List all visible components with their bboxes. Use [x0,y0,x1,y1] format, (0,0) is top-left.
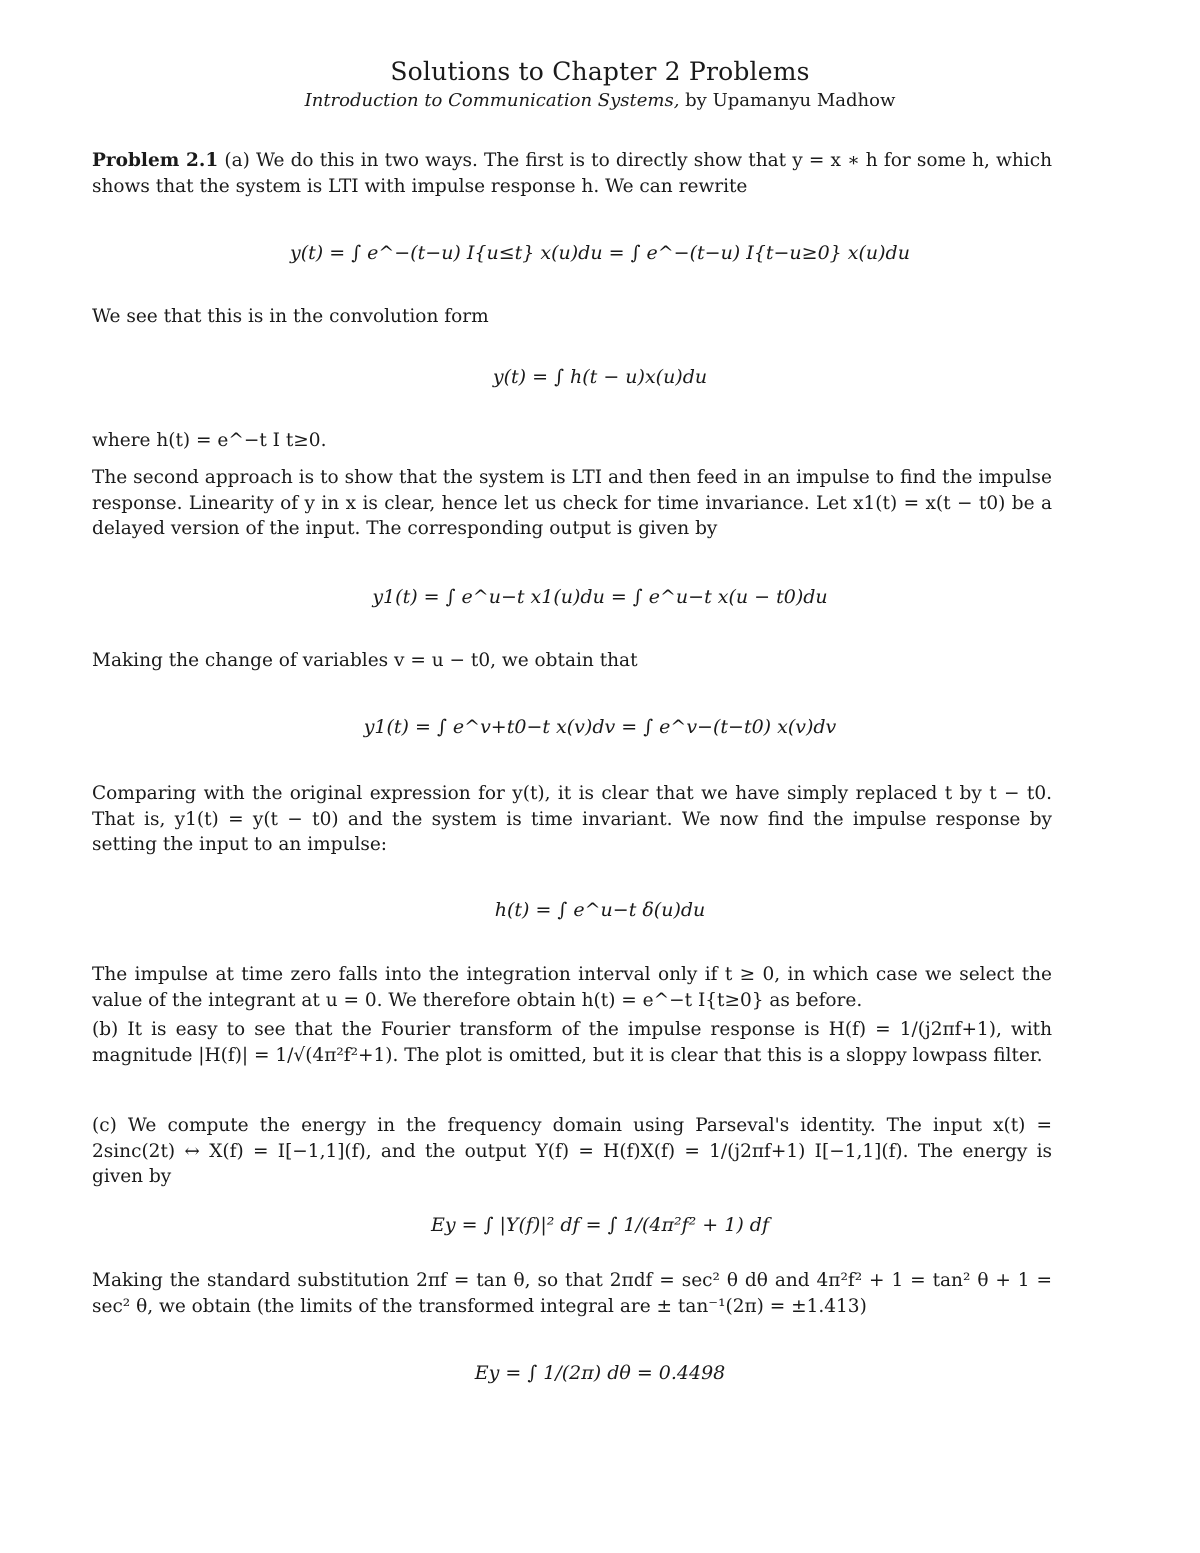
equation-4: y1(t) = ∫ e^v+t0−t x(v)dv = ∫ e^v−(t−t0) x(v)dv [363,716,837,738]
paragraph-4: The second approach is to show that the system is LTI and then feed in an impulse to find the impulse response. Linearity of y in x is clear, hence let us check for time invariance. Let x1(t) = x(t − t0) be a delayed version of the input. The corresponding output is given by [92,467,1052,539]
equation-7: Ey = ∫ 1/(2π) dθ = 0.4498 [474,1362,726,1384]
equation-5: h(t) = ∫ e^u−t δ(u)du [494,899,706,921]
problem-heading: Problem 2.1 [92,150,219,171]
equation-3: y1(t) = ∫ e^u−t x1(u)du = ∫ e^u−t x(u − t0)du [372,586,828,608]
paragraph-6: Comparing with the original expression for y(t), it is clear that we have simply replaced t by t − t0. That is, y1(t) = y(t − t0) and the system is time invariant. We now find the impulse response by setting the input to an impulse: [92,783,1052,855]
equation-1: y(t) = ∫ e^−(t−u) I{u≤t} x(u)du = ∫ e^−(t−u) I{t−u≥0} x(u)du [290,242,910,264]
equation-2: y(t) = ∫ h(t − u)x(u)du [492,366,708,388]
paragraph-intro [92,148,1052,199]
paragraph-5: Making the change of variables v = u − t0, we obtain that [92,650,638,671]
paragraph-2: We see that this is in the convolution form [92,306,489,327]
paragraph-10: Making the standard substitution 2πf = tan θ, so that 2πdf = sec² θ dθ and 4π²f² + 1 = tan² θ + 1 = sec² θ, we obtain (the limits of the transformed integral are ± tan⁻¹(2π) = ±1.413) [92,1270,1052,1317]
paragraph-7: The impulse at time zero falls into the integration interval only if t ≥ 0, in which case we select the value of the integrant at u = 0. We therefore obtain h(t) = e^−t I{t≥0} as before. [92,964,1052,1011]
paragraph-9: (c) We compute the energy in the frequency domain using Parseval's identity. The input x(t) = 2sinc(2t) ↔ X(f) = I[−1,1](f), and the output Y(f) = H(f)X(f) = 1/(j2πf+1) I[−1,1](f). The energy is given by [92,1115,1052,1187]
paragraph-3: where h(t) = e^−t I t≥0. [92,430,327,451]
page-title: Solutions to Chapter 2 Problems [390,57,810,86]
author-line: by Upamanyu Madhow [685,90,896,111]
book-title: Introduction to Communication Systems, [304,90,680,111]
paragraph-8: (b) It is easy to see that the Fourier transform of the impulse response is H(f) = 1/(j2πf+1), with magnitude |H(f)| = 1/√(4π²f²+1). The plot is omitted, but it is clear that this is a sloppy lowpass filter. [92,1019,1052,1066]
page-subtitle [0,90,1200,111]
paragraph-text: (a) We do this in two ways. The first is to directly show that y = x ∗ h for some h, which shows that the system is LTI with impulse response h. We can rewrite [92,150,1052,197]
equation-6: Ey = ∫ |Y(f)|² df = ∫ 1/(4π²f² + 1) df [430,1214,769,1236]
